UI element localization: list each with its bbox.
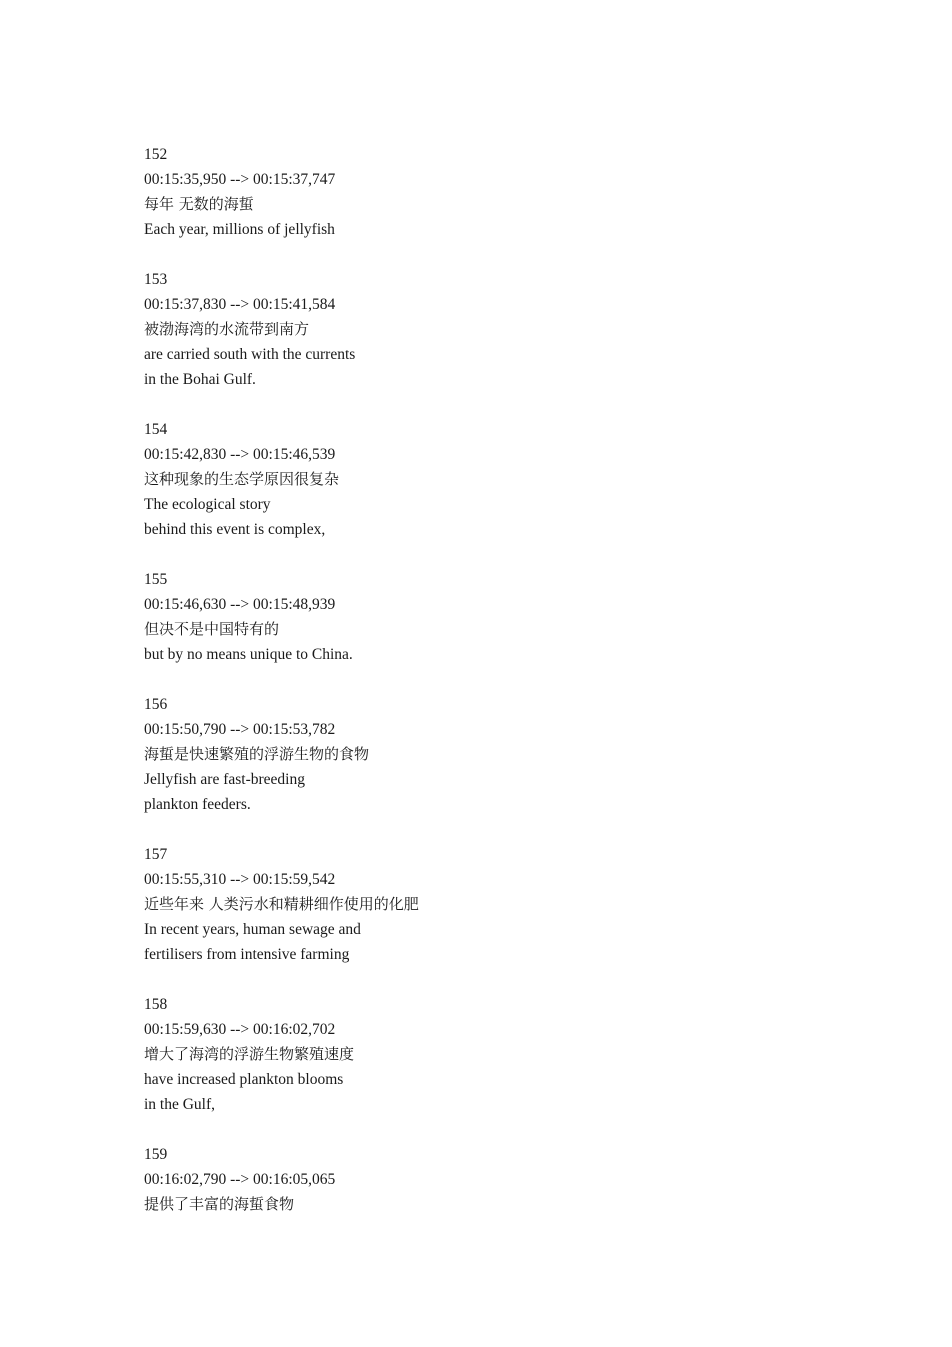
subtitle-cue-155 bbox=[144, 567, 844, 667]
cue-english-line: in the Gulf, bbox=[144, 1096, 216, 1113]
subtitle-cue-154 bbox=[144, 417, 844, 542]
cue-index: 158 bbox=[144, 996, 168, 1013]
subtitle-cue-159 bbox=[144, 1142, 844, 1217]
cue-chinese-text: 被渤海湾的水流带到南方 bbox=[144, 320, 310, 338]
subtitle-document bbox=[144, 142, 844, 1242]
cue-index: 153 bbox=[144, 271, 168, 288]
cue-english-line: in the Bohai Gulf. bbox=[144, 371, 256, 388]
cue-timing: 00:15:42,830 --> 00:15:46,539 bbox=[144, 446, 336, 463]
cue-english-line: In recent years, human sewage and bbox=[144, 921, 361, 938]
subtitle-cue-156 bbox=[144, 692, 844, 817]
cue-english-line: plankton feeders. bbox=[144, 796, 251, 813]
subtitle-cue-152 bbox=[144, 142, 844, 242]
cue-english-line: Jellyfish are fast-breeding bbox=[144, 771, 305, 788]
cue-chinese-text: 但决不是中国特有的 bbox=[144, 620, 280, 638]
cue-timing: 00:16:02,790 --> 00:16:05,065 bbox=[144, 1171, 336, 1188]
cue-chinese-text: 增大了海湾的浮游生物繁殖速度 bbox=[144, 1045, 355, 1063]
cue-english-line: are carried south with the currents bbox=[144, 346, 356, 363]
cue-index: 154 bbox=[144, 421, 168, 438]
subtitle-cue-153 bbox=[144, 267, 844, 392]
cue-chinese-text: 提供了丰富的海蜇食物 bbox=[144, 1195, 295, 1213]
cue-index: 152 bbox=[144, 146, 168, 163]
cue-timing: 00:15:46,630 --> 00:15:48,939 bbox=[144, 596, 336, 613]
cue-english-line: fertilisers from intensive farming bbox=[144, 946, 350, 963]
cue-chinese-text: 每年 无数的海蜇 bbox=[144, 195, 254, 213]
cue-index: 159 bbox=[144, 1146, 168, 1163]
cue-timing: 00:15:37,830 --> 00:15:41,584 bbox=[144, 296, 336, 313]
cue-index: 157 bbox=[144, 846, 168, 863]
cue-english-line: but by no means unique to China. bbox=[144, 646, 353, 663]
cue-chinese-text: 近些年来 人类污水和精耕细作使用的化肥 bbox=[144, 895, 419, 913]
cue-index: 155 bbox=[144, 571, 168, 588]
cue-timing: 00:15:35,950 --> 00:15:37,747 bbox=[144, 171, 336, 188]
cue-chinese-text: 海蜇是快速繁殖的浮游生物的食物 bbox=[144, 745, 370, 763]
cue-index: 156 bbox=[144, 696, 168, 713]
cue-timing: 00:15:50,790 --> 00:15:53,782 bbox=[144, 721, 336, 738]
cue-english-line: Each year, millions of jellyfish bbox=[144, 221, 335, 238]
cue-timing: 00:15:55,310 --> 00:15:59,542 bbox=[144, 871, 336, 888]
cue-english-line: The ecological story bbox=[144, 496, 271, 513]
cue-english-line: behind this event is complex, bbox=[144, 521, 326, 538]
cue-english-line: have increased plankton blooms bbox=[144, 1071, 344, 1088]
cue-timing: 00:15:59,630 --> 00:16:02,702 bbox=[144, 1021, 336, 1038]
cue-chinese-text: 这种现象的生态学原因很复杂 bbox=[144, 470, 340, 488]
subtitle-cue-157 bbox=[144, 842, 844, 967]
subtitle-cue-158 bbox=[144, 992, 844, 1117]
